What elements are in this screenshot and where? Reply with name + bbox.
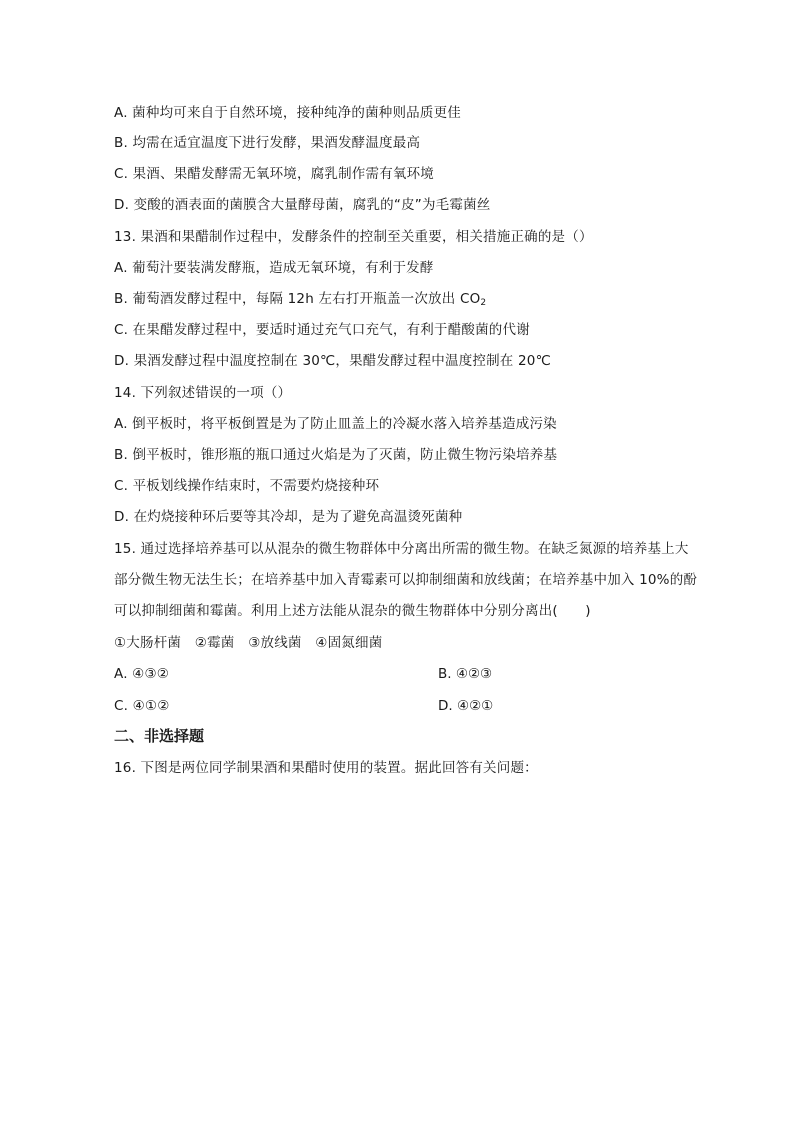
q14-option-c: C. 平板划线操作结束时，不需要灼烧接种环 (114, 478, 380, 494)
q12-option-b: B. 均需在适宜温度下进行发酵，果酒发酵温度最高 (114, 135, 421, 151)
q14-stem: 14. 下列叙述错误的一项（） (114, 385, 292, 401)
q13-option-a: A. 葡萄汁要装满发酵瓶，造成无氧环境，有利于发酵 (114, 260, 434, 276)
q15-option-d: D. ④②① (438, 698, 494, 714)
q12-option-a: A. 菌种均可来自于自然环境，接种纯净的菌种则品质更佳 (114, 105, 461, 121)
q15-option-c: C. ④①② (114, 698, 170, 714)
q15-stem-line-1: 15. 通过选择培养基可以从混杂的微生物群体中分离出所需的微生物。在缺乏氮源的培养基上大 (114, 541, 689, 557)
q15-option-b: B. ④②③ (438, 666, 493, 682)
section-title: 二、非选择题 (114, 727, 205, 745)
q15-stem-line-2: 部分微生物无法生长；在培养基中加入青霉素可以抑制细菌和放线菌；在培养基中加入 10%的酚 (114, 572, 698, 588)
q15-stem-line-3: 可以抑制细菌和霉菌。利用上述方法能从混杂的微生物群体中分别分离出( ) (114, 603, 591, 619)
q15-items: ①大肠杆菌 ②霉菌 ③放线菌 ④固氮细菌 (114, 635, 383, 651)
q13-option-b-subscript: 2 (480, 298, 487, 308)
q14-option-a: A. 倒平板时，将平板倒置是为了防止皿盖上的冷凝水落入培养基造成污染 (114, 416, 557, 432)
q13-option-b (114, 290, 486, 312)
q13-option-d: D. 果酒发酵过程中温度控制在 30℃，果醋发酵过程中温度控制在 20℃ (114, 353, 551, 369)
q12-option-d: D. 变酸的酒表面的菌膜含大量酵母菌，腐乳的“皮”为毛霉菌丝 (114, 197, 491, 213)
q14-option-b: B. 倒平板时，锥形瓶的瓶口通过火焰是为了灭菌，防止微生物污染培养基 (114, 447, 558, 463)
q13-option-b-text: B. 葡萄酒发酵过程中，每隔 12h 左右打开瓶盖一次放出 CO (114, 291, 481, 307)
q15-option-a: A. ④③② (114, 666, 170, 682)
q14-option-d: D. 在灼烧接种环后要等其冷却，是为了避免高温烫死菌种 (114, 509, 463, 525)
q13-option-c: C. 在果醋发酵过程中，要适时通过充气口充气，有利于醋酸菌的代谢 (114, 322, 530, 338)
q12-option-c: C. 果酒、果醋发酵需无氧环境，腐乳制作需有氧环境 (114, 166, 435, 182)
q13-stem: 13. 果酒和果醋制作过程中，发酵条件的控制至关重要，相关措施正确的是（） (114, 229, 593, 245)
q16-stem: 16. 下图是两位同学制果酒和果醋时使用的装置。据此回答有关问题： (114, 760, 538, 776)
